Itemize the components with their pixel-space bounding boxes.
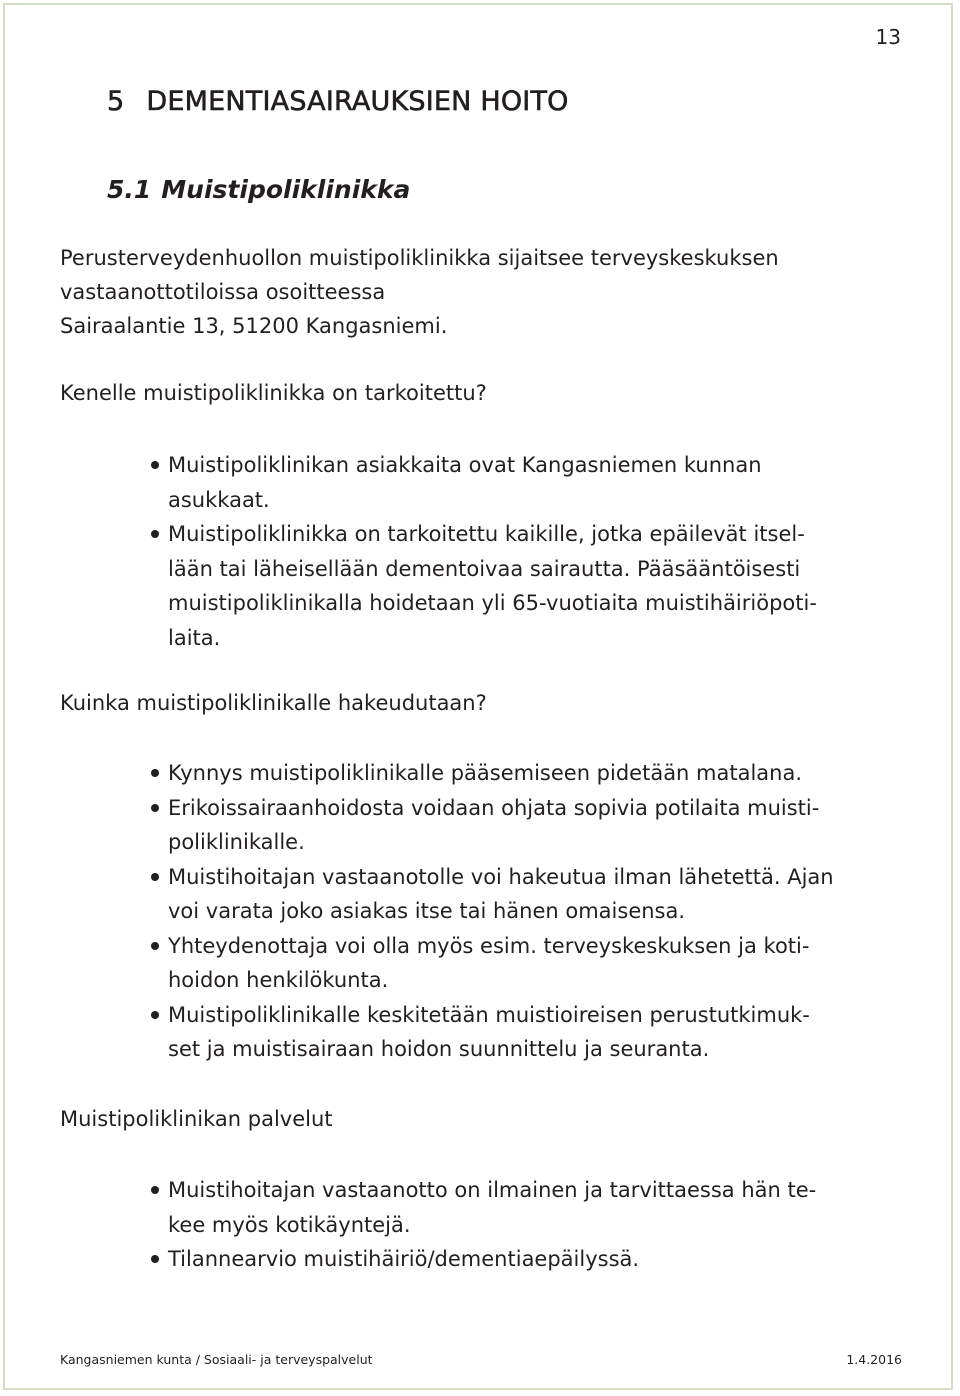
- chapter-title: DEMENTIASAIRAUKSIEN HOITO: [146, 86, 569, 117]
- list-item-line: lään tai läheisellään dementoivaa sairautta. Pääsääntöisesti: [168, 556, 801, 581]
- intro-line: vastaanottotiloissa osoitteessa: [60, 280, 386, 304]
- list-item-line: Muistihoitajan vastaanotto on ilmainen ja tarvittaessa hän te-: [168, 1178, 817, 1202]
- list-item-line: Kynnys muistipoliklinikalle pääsemiseen pidetään matalana.: [168, 761, 803, 785]
- chapter-heading: [107, 86, 569, 117]
- list-item-line: muistipoliklinikalla hoidetaan yli 65-vuotiaita muistihäiriöpoti-: [168, 591, 817, 615]
- intro-line: Perusterveydenhuollon muistipoliklinikka sijaitsee terveyskeskuksen: [60, 246, 779, 270]
- intro-line: Sairaalantie 13, 51200 Kangasniemi.: [60, 314, 448, 338]
- bullet-icon: [151, 769, 159, 777]
- list-item-line: Yhteydenottaja voi olla myös esim. terveyskeskuksen ja koti-: [168, 933, 810, 958]
- q1-heading: [60, 376, 487, 410]
- list-item-line: Muistipoliklinikan asiakkaita ovat Kangasniemen kunnan: [168, 453, 762, 477]
- q1-heading-text: Kenelle muistipoliklinikka on tarkoitettu?: [60, 381, 487, 405]
- list-item: [150, 1173, 816, 1242]
- bullet-icon: [151, 804, 159, 812]
- services-list: [150, 1173, 816, 1277]
- list-item: [150, 1242, 816, 1277]
- services-heading: [60, 1102, 333, 1136]
- list-item-line: hoidon henkilökunta.: [168, 968, 389, 992]
- list-item-line: Erikoissairaanhoidosta voidaan ohjata sopivia potilaita muisti-: [168, 795, 820, 820]
- list-item-line: voi varata joko asiakas itse tai hänen omaisensa.: [168, 899, 686, 923]
- section-number: 5.1: [107, 175, 152, 204]
- bullet-icon: [151, 873, 159, 881]
- list-item: [150, 998, 834, 1067]
- bullet-icon: [151, 1011, 159, 1019]
- bullet-icon: [151, 1255, 159, 1263]
- q2-list: [150, 756, 834, 1067]
- q2-heading-text: Kuinka muistipoliklinikalle hakeudutaan?: [60, 691, 487, 715]
- q2-heading: [60, 686, 487, 720]
- bullet-icon: [151, 1186, 159, 1194]
- list-item: [150, 517, 817, 655]
- intro-paragraph: [60, 241, 779, 343]
- chapter-number: 5: [107, 86, 125, 117]
- footer-organization: Kangasniemen kunta / Sosiaali- ja terveyspalvelut: [60, 1352, 373, 1367]
- list-item-line: set ja muistisairaan hoidon suunnittelu ja seuranta.: [168, 1037, 710, 1061]
- list-item: [150, 929, 834, 998]
- footer-date: 1.4.2016: [846, 1352, 902, 1367]
- page-number: 13: [875, 25, 901, 49]
- list-item-line: asukkaat.: [168, 487, 270, 512]
- bullet-icon: [151, 461, 159, 469]
- bullet-icon: [151, 530, 159, 538]
- list-item-line: Muistihoitajan vastaanotolle voi hakeutua ilman lähetettä. Ajan: [168, 864, 834, 889]
- services-heading-text: Muistipoliklinikan palvelut: [60, 1107, 333, 1131]
- section-title: Muistipoliklinikka: [161, 175, 411, 204]
- list-item-line: Muistipoliklinikka on tarkoitettu kaikille, jotka epäilevät itsel-: [168, 522, 805, 546]
- list-item-line: kee myös kotikäyntejä.: [168, 1212, 411, 1237]
- list-item-line: laita.: [168, 625, 221, 650]
- list-item-line: Muistipoliklinikalle keskitetään muistioireisen perustutkimuk-: [168, 1002, 810, 1027]
- list-item-line: poliklinikalle.: [168, 830, 305, 854]
- q1-list: [150, 448, 817, 655]
- list-item: [150, 756, 834, 791]
- bullet-icon: [151, 942, 159, 950]
- list-item: [150, 860, 834, 929]
- list-item: [150, 448, 817, 517]
- list-item-line: Tilannearvio muistihäiriö/dementiaepäilyssä.: [168, 1247, 640, 1271]
- section-heading: [107, 175, 410, 204]
- list-item: [150, 791, 834, 860]
